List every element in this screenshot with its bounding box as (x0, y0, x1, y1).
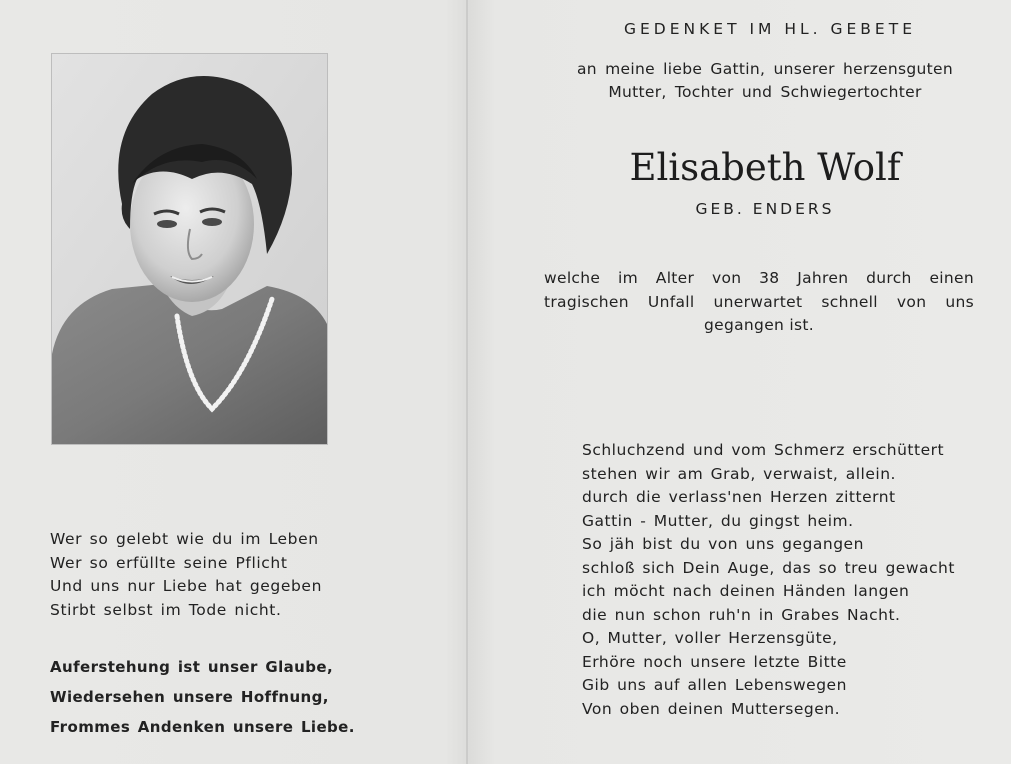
circumstance-text (544, 267, 974, 338)
right-poem-line: schloß sich Dein Auge, das so treu gewacht (582, 558, 955, 577)
portrait-photo (51, 53, 328, 445)
circumstance-line: gegangen ist. (704, 316, 814, 334)
dedication-text (540, 58, 990, 104)
card-fold (466, 0, 468, 764)
right-poem-line: Gattin - Mutter, du gingst heim. (582, 511, 854, 530)
creed-line: Wiedersehen unsere Hoffnung, (50, 688, 329, 706)
portrait-image (52, 54, 327, 444)
right-poem-line: ich möcht nach deinen Händen langen (582, 582, 910, 600)
right-poem (582, 439, 1002, 721)
right-poem-line: Schluchzend und vom Schmerz erschüttert (582, 441, 945, 459)
dedication-line: Mutter, Tochter und Schwiegertochter (608, 83, 922, 101)
right-poem-line: die nun schon ruh'n in Grabes Nacht. (582, 605, 901, 624)
right-poem-line: Erhöre noch unsere letzte Bitte (582, 652, 847, 671)
left-poem-line: Und uns nur Liebe hat gegeben (50, 577, 322, 595)
left-poem-line: Stirbt selbst im Tode nicht. (50, 600, 282, 619)
circumstance-line: welche im Alter von 38 Jahren durch einen (544, 269, 974, 287)
dedication-line: an meine liebe Gattin, unserer herzensguten (576, 60, 953, 78)
left-poem-line: Wer so erfüllte seine Pflicht (50, 553, 288, 572)
right-poem-line: O, Mutter, voller Herzensgüte, (582, 629, 838, 647)
creed-text (50, 652, 390, 742)
right-poem-line: durch die verlass'nen Herzen zitternt (582, 488, 896, 506)
card-heading: GEDENKET IM HL. GEBETE (624, 20, 916, 38)
creed-line: Auferstehung ist unser Glaube, (50, 658, 334, 676)
left-poem (50, 528, 390, 622)
right-poem-line: Gib uns auf allen Lebenswegen (582, 676, 847, 694)
maiden-name: GEB. ENDERS (695, 200, 835, 218)
creed-line: Frommes Andenken unsere Liebe. (50, 718, 355, 736)
left-poem-line: Wer so gelebt wie du im Leben (50, 530, 319, 548)
right-poem-line: So jäh bist du von uns gegangen (582, 535, 864, 553)
right-poem-line: Von oben deinen Muttersegen. (582, 699, 841, 718)
circumstance-line: tragischen Unfall unerwartet schnell von uns (544, 292, 974, 311)
right-poem-line: stehen wir am Grab, verwaist, allein. (582, 464, 896, 483)
deceased-name: Elisabeth Wolf (629, 146, 901, 189)
